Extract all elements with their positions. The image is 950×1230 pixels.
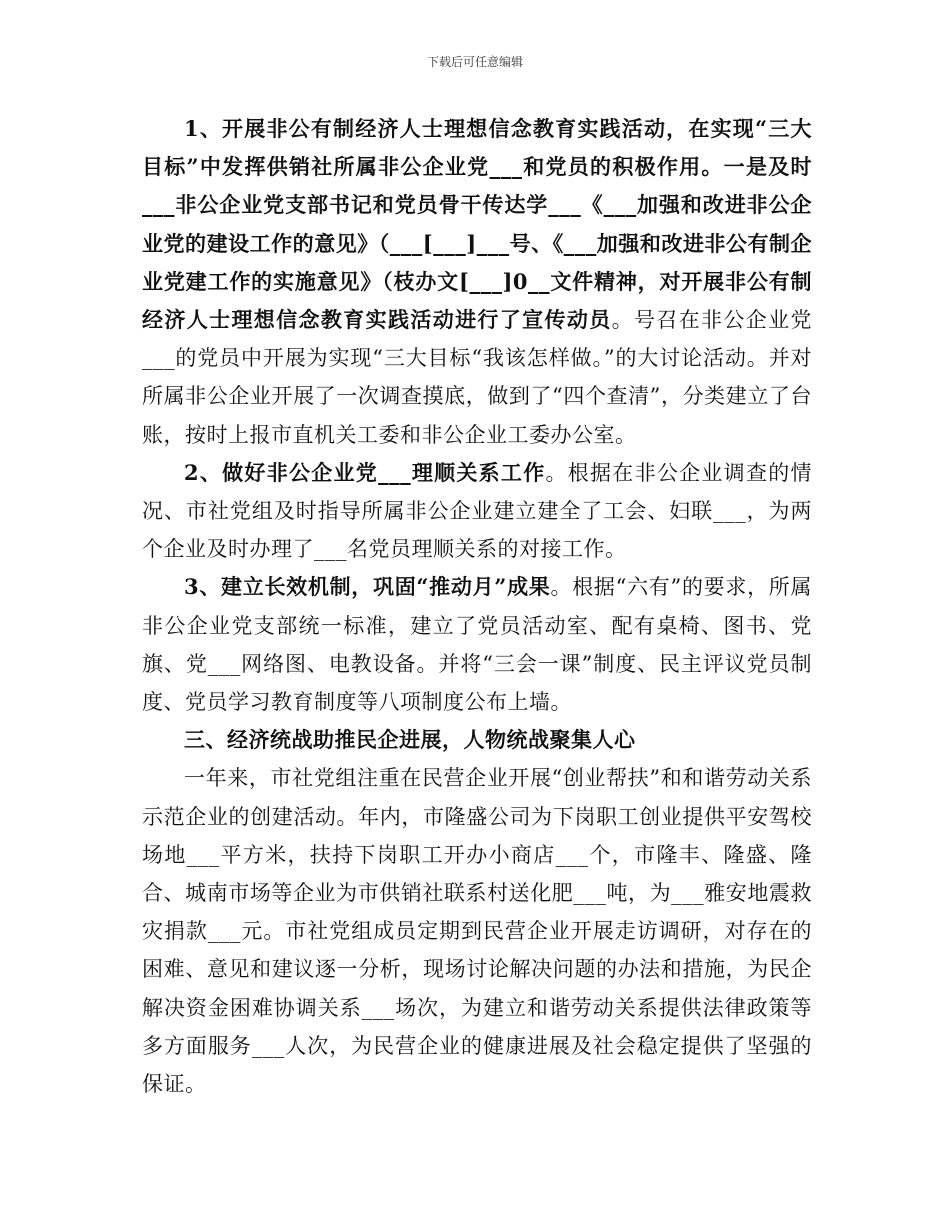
- paragraph-1: [142, 110, 812, 454]
- section-heading: 三、经济统战助推民企进展，人物统战聚集人心: [184, 727, 636, 753]
- paragraph-1-text: 。号召在非公企业党___的党员中开展为实现“三大目标“我该怎样做。”的大讨论活动。并对所属非公企业开展了一次调查摸底，做到了“四个查清”，分类建立了台账，按时上报市直机关工委和非公企业工委办公室。: [142, 308, 813, 447]
- paragraph-2: [142, 454, 812, 569]
- paragraph-3: [142, 568, 812, 721]
- paragraph-2-text: 。根据在非公企业调查的情况、市社党组及时指导所属非公企业建立建全了工会、妇联___，为两个企业及时办理了___名党员理顺关系的对接工作。: [142, 460, 812, 562]
- document-body: [142, 110, 812, 1103]
- paragraph-3-text: 。根据“六有”的要求，所属非公企业党支部统一标准，建立了党员活动室、配有桌椅、图书、党旗、党___网络图、电教设备。并将“三会一课”制度、民主评议党员制度、党员学习教育制度等八项制度公布上墙。: [142, 575, 812, 715]
- page-header-note: 下载后可任意编辑: [426, 55, 523, 69]
- paragraph-2-bold: 2、做好非公企业党___理顺关系工作: [184, 459, 546, 485]
- paragraph-3-bold: 3、建立长效机制，巩固“推动月”成果: [184, 574, 551, 600]
- paragraph-1-bold: 1、开展非公有制经济人士理想信念教育实践活动，在实现“三大目标”中发挥供销社所属非公企业党___和党员的积极作用。一是及时___非公企业党支部书记和党员骨干传达学___《___加强和改进非公企业党的建设工作的意见》（___[___]___号、《___加强和改进非公有制企业党建工作的实施意见》（枝办文[___]0__文件精神，对开展非公有制经济人士理想信念教育实践活动进行了宣传动员: [142, 116, 812, 333]
- closing-paragraph: 一年来，市社党组注重在民营企业开展“创业帮扶”和和谐劳动关系示范企业的创建活动。年内，市隆盛公司为下岗职工创业提供平安驾校场地___平方米，扶持下岗职工开办小商店___个，市隆丰、隆盛、隆合、城南市场等企业为市供销社联系村送化肥___吨，为___雅安地震救灾捐款___元。市社党组成员定期到民营企业开展走访调研，对存在的困难、意见和建议逐一分析，现场讨论解决问题的办法和措施，为民企解决资金困难协调关系___场次，为建立和谐劳动关系提供法律政策等多方面服务___人次，为民营企业的健康进展及社会稳定提供了坚强的保证。: [142, 766, 812, 1097]
